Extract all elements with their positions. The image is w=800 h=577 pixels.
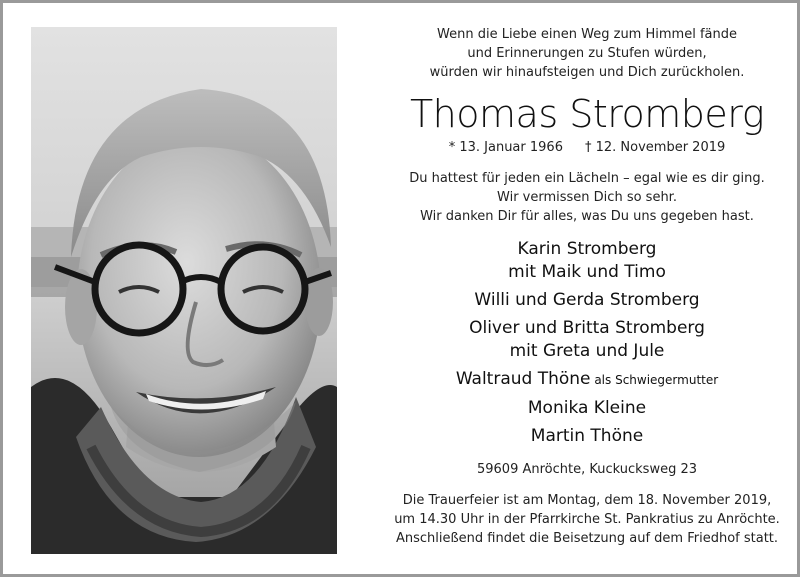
farewell-quote (375, 169, 799, 226)
mourner-waltraud-name: Waltraud Thöne (455, 369, 591, 389)
address: 59609 Anröchte, Kuckucksweg 23 (476, 462, 698, 477)
portrait-photo (31, 27, 337, 554)
deceased-name: Thomas Stromberg (409, 92, 765, 136)
mourner-martin: Martin Thöne (530, 426, 644, 446)
verse-line: Wenn die Liebe einen Weg zum Himmel fände (437, 27, 737, 42)
obituary-text (375, 23, 799, 563)
quote-line: Wir vermissen Dich so sehr. (497, 190, 677, 205)
birth-date: * 13. Januar 1966 (448, 140, 563, 155)
verse (375, 25, 799, 82)
mourner-waltraud (375, 368, 799, 392)
mourner-karin-children: mit Maik und Timo (508, 262, 666, 282)
mourner-oliver-britta: Oliver und Britta Stromberg (469, 318, 705, 338)
mourner-willi-gerda: Willi und Gerda Stromberg (474, 290, 700, 310)
quote-line: Du hattest für jeden ein Lächeln – egal wie es dir ging. (409, 171, 765, 186)
mourner-waltraud-note: als Schwiegermutter (590, 373, 719, 387)
verse-line: und Erinnerungen zu Stufen würden, (467, 46, 707, 61)
service-line: Die Trauerfeier ist am Montag, dem 18. November 2019, (402, 493, 772, 508)
death-date: † 12. November 2019 (584, 140, 726, 155)
mourners-list (375, 238, 799, 448)
quote-line: Wir danken Dir für alles, was Du uns gegeben hast. (420, 209, 754, 224)
life-dates (375, 140, 799, 155)
service-info (375, 491, 799, 548)
service-line: Anschließend findet die Beisetzung auf dem Friedhof statt. (395, 531, 779, 546)
verse-line: würden wir hinaufsteigen und Dich zurückholen. (429, 65, 745, 80)
mourner-monika: Monika Kleine (527, 398, 647, 418)
mourner-oliver-children: mit Greta und Jule (509, 341, 665, 361)
service-line: um 14.30 Uhr in der Pfarrkirche St. Pankratius zu Anröchte. (394, 512, 780, 527)
mourner-karin: Karin Stromberg (517, 239, 657, 259)
